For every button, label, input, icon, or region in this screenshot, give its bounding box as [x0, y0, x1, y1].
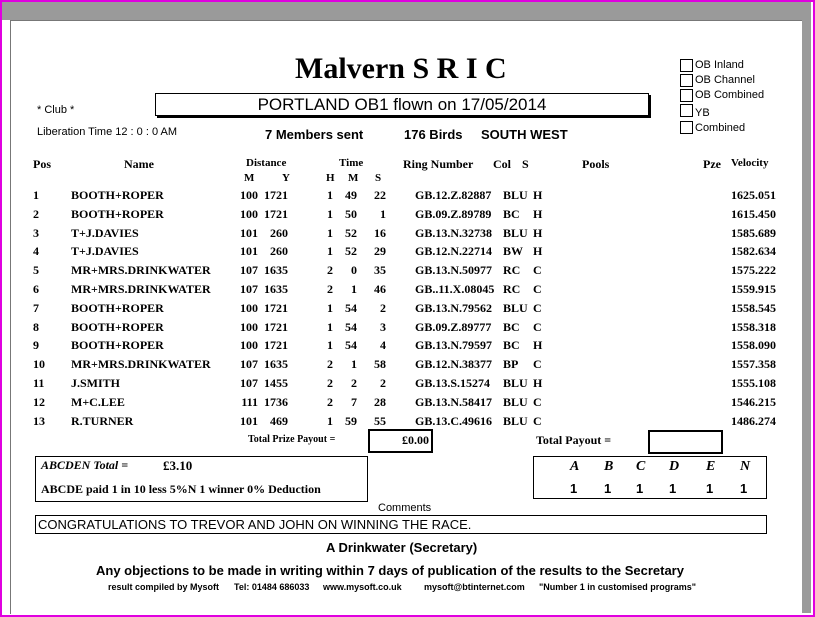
cell-vel: 1558.318 — [731, 319, 776, 334]
pool-letter: A — [570, 459, 580, 474]
cell-s: 55 — [374, 413, 386, 428]
table-row — [0, 282, 790, 300]
footer-slogan: "Number 1 in customised programs" — [539, 582, 697, 592]
cell-ring: GB.13.N.58417 — [415, 394, 493, 409]
cell-m: 50 — [345, 206, 357, 221]
cell-vel: 1557.358 — [731, 357, 776, 372]
table-row — [0, 376, 790, 394]
cell-name: MR+MRS.DRINKWATER — [71, 282, 211, 296]
cell-vel: 1575.222 — [731, 263, 776, 278]
cell-pos: 10 — [33, 357, 45, 372]
cell-dy: 1455 — [264, 376, 288, 390]
checkbox-label: OB Combined — [695, 89, 765, 101]
cell-pos: 2 — [33, 206, 39, 221]
pool-summary-box — [533, 456, 767, 499]
cell-vel: 1546.215 — [731, 394, 776, 409]
cell-dm: 107 — [240, 282, 258, 296]
cell-dy: 469 — [270, 413, 288, 428]
cell-pos: 9 — [33, 338, 39, 353]
cell-s: 2 — [380, 376, 386, 390]
cell-dm: 101 — [240, 225, 258, 240]
cell-s: 3 — [380, 319, 386, 334]
cell-col: BLU — [503, 394, 528, 409]
table-row — [0, 207, 790, 225]
race-title-box: PORTLAND OB1 flown on 17/05/2014 — [155, 93, 649, 116]
abcden-label: ABCDEN Total = — [41, 458, 129, 472]
comments-text: CONGRATULATIONS TO TREVOR AND JOHN ON WINNING THE RACE. — [38, 517, 472, 532]
total-prize-value: £0.00 — [402, 433, 429, 447]
cell-s: 29 — [374, 244, 386, 259]
cell-pos: 13 — [33, 413, 45, 428]
checkbox-label: Combined — [695, 122, 746, 134]
objections-notice: Any objections to be made in writing within 7 days of publication of the results to the Secretary — [96, 563, 684, 578]
header-pos: Pos — [33, 157, 51, 171]
cell-ring: GB.09.Z.89789 — [415, 206, 492, 221]
birds-sent: 176 Birds — [404, 127, 463, 142]
cell-col: BLU — [503, 300, 528, 315]
pool-value: 1 — [740, 481, 748, 496]
cell-name: BOOTH+ROPER — [71, 300, 164, 315]
checkbox-ob-inland[interactable] — [680, 59, 693, 72]
members-sent: 7 Members sent — [265, 127, 364, 142]
pool-value: 1 — [669, 481, 677, 496]
cell-col: BC — [503, 319, 520, 334]
header-name: Name — [124, 157, 154, 171]
cell-dm: 100 — [240, 206, 258, 221]
table-row — [0, 395, 790, 413]
cell-ring: GB.13.N.79562 — [415, 300, 493, 315]
cell-m: 2 — [351, 376, 357, 390]
total-payout-label: Total Payout = — [536, 433, 612, 447]
cell-vel: 1585.689 — [731, 225, 776, 240]
top-gray-bar — [2, 2, 801, 20]
cell-sex: H — [533, 206, 543, 221]
cell-ring: GB.12.N.22714 — [415, 244, 493, 259]
table-row — [0, 301, 790, 319]
cell-ring: GB.13.N.79597 — [415, 338, 493, 353]
table-row — [0, 338, 790, 356]
cell-name: J.SMITH — [71, 376, 121, 390]
cell-pos: 12 — [33, 394, 45, 409]
cell-h: 2 — [327, 376, 333, 390]
cell-dm: 111 — [241, 394, 258, 409]
cell-ring: GB.13.N.50977 — [415, 263, 493, 278]
cell-m: 54 — [345, 338, 357, 353]
pool-letter: C — [636, 459, 646, 474]
header-dist-y: Y — [282, 172, 290, 184]
cell-m: 54 — [345, 300, 357, 315]
comments-box — [35, 515, 767, 534]
cell-ring: GB.13.C.49616 — [415, 413, 493, 428]
cell-s: 4 — [380, 338, 386, 353]
cell-m: 52 — [345, 244, 357, 259]
cell-ring: GB..11.X.08045 — [415, 282, 495, 296]
cell-s: 1 — [380, 206, 386, 221]
cell-sex: C — [533, 357, 542, 372]
cell-sex: H — [533, 376, 543, 390]
cell-h: 1 — [327, 225, 333, 240]
cell-dy: 1721 — [264, 338, 288, 353]
cell-dm: 100 — [240, 188, 258, 202]
header-pools: Pools — [582, 157, 610, 171]
checkbox-label: OB Inland — [695, 59, 744, 71]
cell-m: 49 — [345, 188, 357, 202]
abcden-value: £3.10 — [163, 458, 193, 473]
pool-value: 1 — [706, 481, 714, 496]
cell-vel: 1486.274 — [731, 413, 776, 428]
cell-name: M+C.LEE — [71, 394, 125, 409]
cell-dm: 107 — [240, 357, 258, 372]
pool-value: 1 — [636, 481, 644, 496]
cell-col: RC — [503, 282, 521, 296]
cell-h: 1 — [327, 188, 333, 202]
cell-m: 1 — [351, 357, 357, 372]
table-row — [0, 263, 790, 281]
abcde-note: ABCDE paid 1 in 10 less 5%N 1 winner 0% Deduction — [41, 482, 321, 496]
cell-s: 58 — [374, 357, 386, 372]
cell-ring: GB.12.N.38377 — [415, 357, 493, 372]
cell-m: 59 — [345, 413, 357, 428]
cell-m: 54 — [345, 319, 357, 334]
header-velocity: Velocity — [731, 157, 769, 169]
club-title: Malvern S R I C — [295, 52, 507, 85]
table-row — [0, 320, 790, 338]
cell-col: RC — [503, 263, 521, 278]
cell-m: 1 — [351, 282, 357, 296]
header-dist-m: M — [244, 172, 255, 184]
cell-ring: GB.09.Z.89777 — [415, 319, 492, 334]
footer-compiled: result compiled by Mysoft — [108, 582, 220, 592]
cell-dy: 1635 — [264, 263, 288, 278]
header-sex: S — [522, 157, 529, 171]
cell-col: BLU — [503, 413, 528, 428]
cell-dy: 1635 — [264, 282, 288, 296]
cell-name: BOOTH+ROPER — [71, 319, 164, 334]
cell-dy: 1635 — [264, 357, 288, 372]
cell-dy: 1721 — [264, 188, 288, 202]
cell-vel: 1558.545 — [731, 300, 776, 315]
header-distance: Distance — [246, 157, 287, 169]
cell-vel: 1615.450 — [731, 206, 776, 221]
table-row — [0, 357, 790, 375]
total-payout-box — [648, 430, 723, 454]
header-time: Time — [339, 157, 364, 169]
footer-web: www.mysoft.co.uk — [323, 582, 402, 592]
cell-col: BC — [503, 206, 520, 221]
total-prize-box — [368, 429, 433, 453]
right-gray-bar — [801, 2, 811, 613]
cell-sex: H — [533, 188, 543, 202]
cell-m: 7 — [351, 394, 357, 409]
cell-s: 22 — [374, 188, 386, 202]
cell-sex: C — [533, 394, 542, 409]
cell-sex: H — [533, 244, 543, 259]
cell-m: 52 — [345, 225, 357, 240]
cell-col: BLU — [503, 188, 528, 202]
header-ring: Ring Number — [403, 157, 474, 171]
cell-pos: 7 — [33, 300, 39, 315]
cell-pos: 6 — [33, 282, 39, 296]
cell-dy: 1721 — [264, 206, 288, 221]
cell-sex: C — [533, 319, 542, 334]
cell-s: 35 — [374, 263, 386, 278]
cell-s: 16 — [374, 225, 386, 240]
cell-dy: 260 — [270, 225, 288, 240]
cell-col: BW — [503, 244, 524, 259]
cell-dm: 100 — [240, 338, 258, 353]
cell-h: 1 — [327, 319, 333, 334]
cell-s: 2 — [380, 300, 386, 315]
checkbox-ob-channel[interactable] — [680, 74, 693, 87]
cell-vel: 1625.051 — [731, 188, 776, 202]
cell-pos: 11 — [33, 376, 45, 390]
liberation-time: Liberation Time 12 : 0 : 0 AM — [37, 126, 178, 138]
cell-sex: C — [533, 263, 542, 278]
cell-name: BOOTH+ROPER — [71, 188, 164, 202]
cell-dm: 100 — [240, 319, 258, 334]
pool-letter: B — [604, 459, 614, 474]
cell-pos: 8 — [33, 319, 39, 334]
header-s: S — [375, 172, 382, 184]
checkbox-yb[interactable] — [680, 104, 693, 117]
cell-vel: 1558.090 — [731, 338, 776, 353]
cell-col: BP — [503, 357, 519, 372]
cell-name: BOOTH+ROPER — [71, 338, 164, 353]
cell-sex: C — [533, 413, 542, 428]
cell-h: 1 — [327, 206, 333, 221]
footer-tel: Tel: 01484 686033 — [234, 582, 310, 592]
cell-sex: H — [533, 225, 543, 240]
cell-dy: 260 — [270, 244, 288, 259]
cell-h: 1 — [327, 338, 333, 353]
cell-h: 1 — [327, 413, 333, 428]
table-row — [0, 226, 790, 244]
cell-col: BLU — [503, 376, 528, 390]
cell-col: BLU — [503, 225, 528, 240]
cell-sex: C — [533, 300, 542, 315]
footer-email: mysoft@btinternet.com — [424, 582, 525, 592]
cell-vel: 1582.634 — [731, 244, 776, 259]
pool-value: 1 — [604, 481, 612, 496]
cell-dm: 100 — [240, 300, 258, 315]
cell-dm: 107 — [240, 376, 258, 390]
cell-pos: 5 — [33, 263, 39, 278]
cell-pos: 3 — [33, 225, 39, 240]
cell-dm: 101 — [240, 244, 258, 259]
cell-dy: 1736 — [264, 394, 288, 409]
cell-m: 0 — [351, 263, 357, 278]
cell-sex: C — [533, 282, 542, 296]
club-label: * Club * — [37, 104, 75, 116]
cell-dm: 107 — [240, 263, 258, 278]
pool-letter: D — [669, 459, 680, 474]
cell-name: T+J.DAVIES — [71, 225, 139, 240]
checkbox-label: OB Channel — [695, 74, 755, 86]
cell-col: BC — [503, 338, 520, 353]
cell-h: 1 — [327, 300, 333, 315]
cell-h: 2 — [327, 394, 333, 409]
cell-name: R.TURNER — [71, 413, 134, 428]
header-col: Col — [493, 157, 511, 171]
cell-ring: GB.13.N.32738 — [415, 225, 493, 240]
cell-ring: GB.13.S.15274 — [415, 376, 491, 390]
pool-value: 1 — [570, 481, 578, 496]
checkbox-combined[interactable] — [680, 121, 693, 134]
pool-letter: E — [706, 459, 716, 474]
cell-dy: 1721 — [264, 300, 288, 315]
cell-ring: GB.12.Z.82887 — [415, 188, 492, 202]
cell-vel: 1559.915 — [731, 282, 776, 296]
comments-label: Comments — [378, 502, 432, 514]
cell-h: 2 — [327, 263, 333, 278]
table-row — [0, 244, 790, 262]
checkbox-label: YB — [695, 107, 710, 119]
checkbox-ob-combined[interactable] — [680, 89, 693, 102]
total-prize-label: Total Prize Payout = — [248, 434, 336, 445]
cell-s: 46 — [374, 282, 386, 296]
region: SOUTH WEST — [481, 127, 568, 142]
cell-vel: 1555.108 — [731, 376, 776, 390]
cell-pos: 4 — [33, 244, 39, 259]
cell-sex: H — [533, 338, 543, 353]
cell-name: T+J.DAVIES — [71, 244, 139, 259]
cell-name: BOOTH+ROPER — [71, 206, 164, 221]
table-row — [0, 188, 790, 206]
cell-pos: 1 — [33, 188, 39, 202]
header-pze: Pze — [703, 157, 721, 171]
cell-dy: 1721 — [264, 319, 288, 334]
cell-s: 28 — [374, 394, 386, 409]
pool-letter: N — [740, 459, 751, 474]
header-m: M — [348, 172, 359, 184]
cell-name: MR+MRS.DRINKWATER — [71, 263, 211, 278]
cell-name: MR+MRS.DRINKWATER — [71, 357, 211, 372]
cell-h: 1 — [327, 244, 333, 259]
cell-h: 2 — [327, 282, 333, 296]
cell-dm: 101 — [240, 413, 258, 428]
header-h: H — [326, 172, 335, 184]
secretary: A Drinkwater (Secretary) — [326, 540, 478, 555]
cell-h: 2 — [327, 357, 333, 372]
